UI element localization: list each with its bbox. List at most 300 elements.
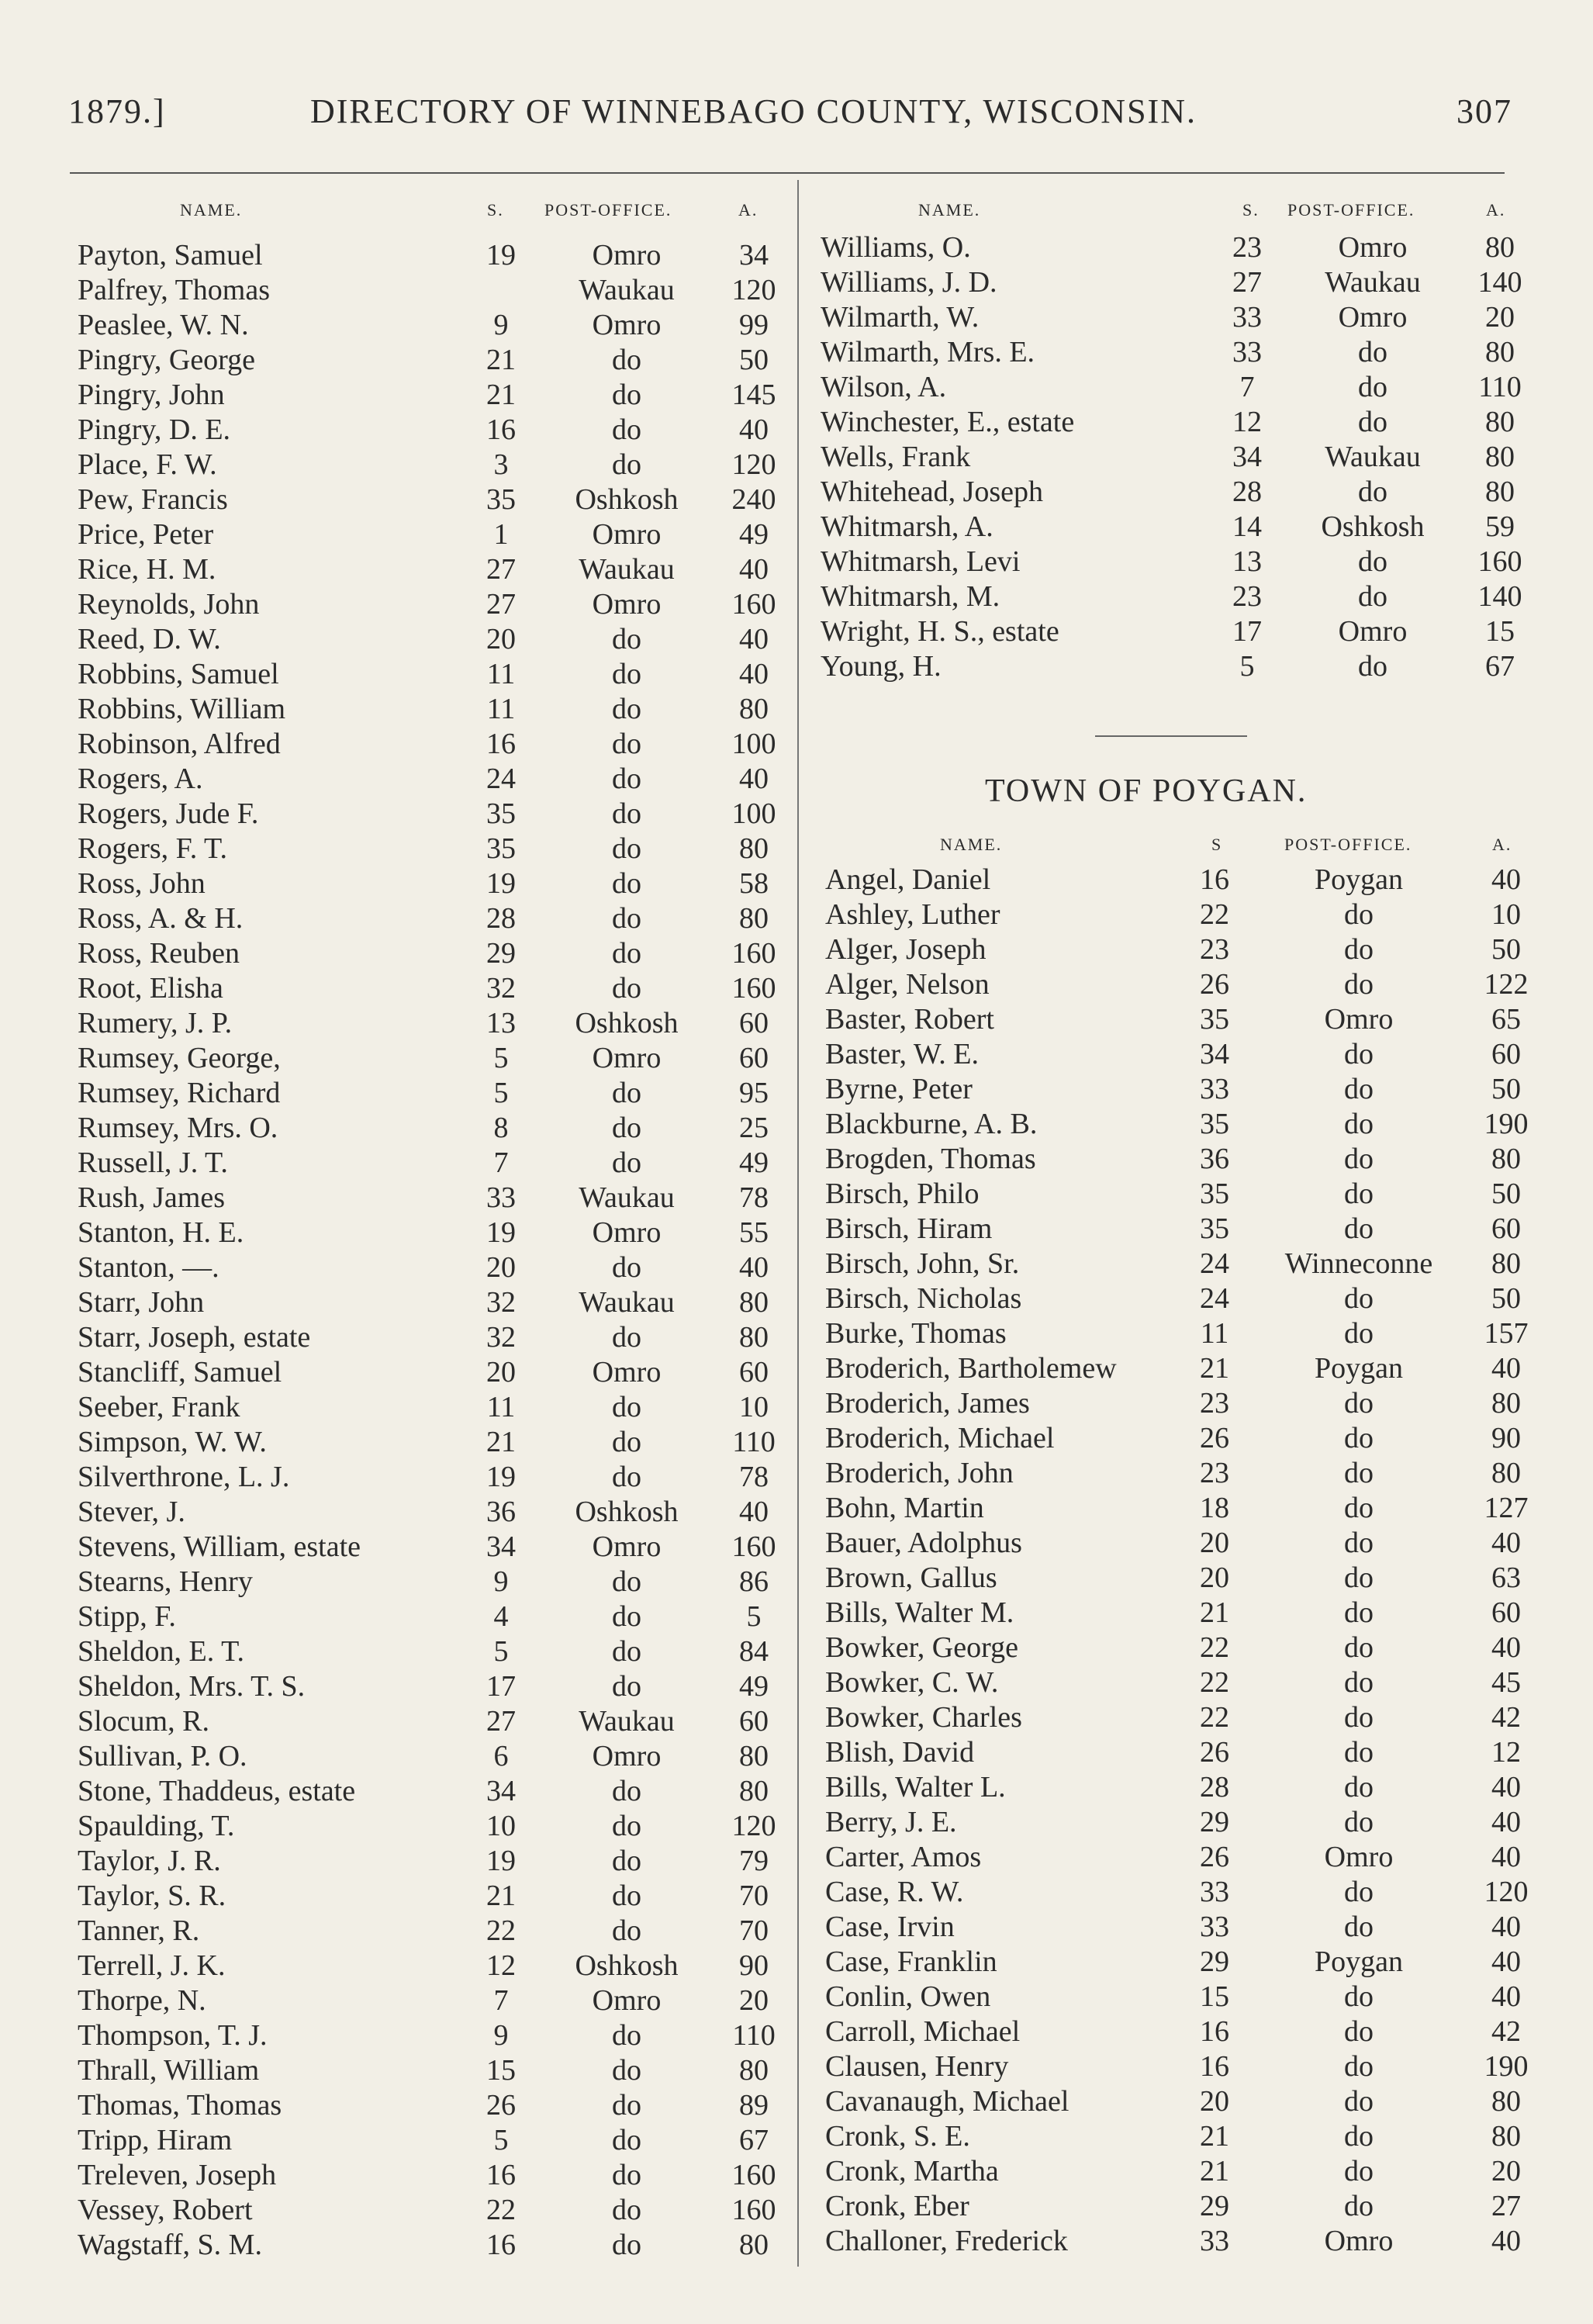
- entry-name: Whitmarsh, A.: [821, 510, 993, 543]
- entry-name: Byrne, Peter: [825, 1073, 973, 1105]
- entry-post-office: do: [1344, 1457, 1374, 1489]
- entry-post-office: Waukau: [579, 1286, 675, 1319]
- entry-acres: 10: [739, 1391, 769, 1423]
- right-post-office-header: POST-OFFICE.: [1287, 200, 1415, 220]
- list-item: [0, 230, 1593, 265]
- entry-section: 19: [486, 1845, 516, 1877]
- list-item: [0, 762, 791, 797]
- entry-acres: 67: [739, 2124, 769, 2156]
- entry-name: Stanton, —.: [78, 1251, 219, 1284]
- entry-name: Sheldon, E. T.: [78, 1635, 244, 1668]
- entry-acres: 60: [1491, 1596, 1521, 1629]
- entry-section: 19: [486, 239, 516, 271]
- entry-section: 13: [1232, 545, 1262, 578]
- entry-acres: 80: [739, 2229, 769, 2261]
- entry-section: 34: [1232, 441, 1262, 473]
- right-a-header: A.: [1486, 200, 1506, 220]
- poygan-a-header: A.: [1492, 835, 1512, 854]
- entry-acres: 40: [739, 1251, 769, 1284]
- entry-post-office: do: [1344, 1701, 1374, 1734]
- list-item: [0, 1980, 1593, 2014]
- entry-post-office: do: [1344, 1527, 1374, 1559]
- entry-acres: 40: [1491, 1527, 1521, 1559]
- entry-name: Wilson, A.: [821, 371, 947, 403]
- entry-acres: 34: [739, 239, 769, 271]
- list-item: [0, 1212, 1593, 1247]
- entry-acres: 60: [739, 1007, 769, 1039]
- entry-acres: 160: [1477, 545, 1522, 578]
- entry-name: Young, H.: [821, 650, 942, 683]
- entry-post-office: Omro: [592, 588, 662, 621]
- entry-acres: 78: [739, 1461, 769, 1493]
- entry-acres: 120: [731, 274, 776, 306]
- poygan-s-header: S: [1211, 835, 1223, 854]
- list-item: [0, 1421, 1593, 1456]
- entry-post-office: do: [1344, 898, 1374, 931]
- entry-post-office: Omro: [1338, 231, 1408, 264]
- entry-acres: 49: [739, 518, 769, 551]
- entry-name: Blish, David: [825, 1736, 975, 1769]
- entry-name: Price, Peter: [78, 518, 214, 551]
- entry-name: Angel, Daniel: [825, 863, 991, 896]
- entry-post-office: Omro: [592, 1042, 662, 1074]
- entry-name: Taylor, S. R.: [78, 1880, 226, 1912]
- entry-acres: 160: [731, 937, 776, 970]
- list-item: [0, 1945, 1593, 1980]
- left-post-office-header: POST-OFFICE.: [544, 200, 672, 220]
- entry-post-office: do: [1358, 650, 1387, 683]
- entry-section: 32: [486, 1286, 516, 1319]
- entry-acres: 95: [739, 1077, 769, 1109]
- entry-section: 33: [486, 1181, 516, 1214]
- entry-name: Bowker, George: [825, 1631, 1018, 1664]
- entry-acres: 58: [739, 867, 769, 900]
- entry-name: Rogers, Jude F.: [78, 797, 259, 830]
- entry-section: 21: [486, 1426, 516, 1458]
- list-item: [0, 1805, 1593, 1840]
- entry-section: 29: [486, 937, 516, 970]
- entry-name: Whitmarsh, M.: [821, 580, 1000, 613]
- entry-post-office: do: [1344, 1422, 1374, 1454]
- entry-name: Place, F. W.: [78, 448, 217, 481]
- list-item: [0, 1142, 1593, 1177]
- entry-post-office: Omro: [592, 518, 662, 551]
- entry-post-office: do: [612, 658, 641, 690]
- list-item: [0, 1840, 1593, 1875]
- left-name-header: NAME.: [180, 200, 243, 220]
- entry-acres: 160: [731, 2194, 776, 2226]
- list-item: [0, 1177, 1593, 1212]
- entry-post-office: do: [1344, 1108, 1374, 1140]
- entry-post-office: do: [1358, 336, 1387, 368]
- entry-name: Russell, J. T.: [78, 1146, 228, 1179]
- entry-name: Burke, Thomas: [825, 1317, 1007, 1350]
- entry-section: 21: [1200, 1596, 1229, 1629]
- entry-section: 36: [1200, 1143, 1229, 1175]
- entry-post-office: do: [1344, 1143, 1374, 1175]
- entry-name: Vessey, Robert: [78, 2194, 253, 2226]
- entry-name: Taylor, J. R.: [78, 1845, 221, 1877]
- entry-name: Ashley, Luther: [825, 898, 1000, 931]
- entry-section: 33: [1200, 1073, 1229, 1105]
- entry-section: 15: [1200, 1980, 1229, 2013]
- entry-post-office: do: [1344, 2120, 1374, 2153]
- entry-section: 9: [493, 1565, 509, 1598]
- entry-section: 16: [486, 413, 516, 446]
- entry-name: Ross, A. & H.: [78, 902, 244, 935]
- entry-post-office: Omro: [592, 1740, 662, 1772]
- entry-section: 27: [1232, 266, 1262, 299]
- entry-post-office: do: [1344, 933, 1374, 966]
- entry-section: 35: [1200, 1108, 1229, 1140]
- entry-name: Wilmarth, Mrs. E.: [821, 336, 1035, 368]
- entry-section: 34: [486, 1530, 516, 1563]
- entry-post-office: Omro: [1324, 2225, 1394, 2257]
- entry-section: 21: [486, 379, 516, 411]
- list-item: [0, 1665, 1593, 1700]
- entry-section: 22: [1200, 1701, 1229, 1734]
- entry-section: 27: [486, 1705, 516, 1738]
- entry-name: Wilmarth, W.: [821, 301, 980, 334]
- entry-acres: 40: [739, 763, 769, 795]
- entry-section: 24: [486, 763, 516, 795]
- entry-acres: 40: [1491, 1980, 1521, 2013]
- entry-acres: 40: [1491, 863, 1521, 896]
- entry-name: Robinson, Alfred: [78, 728, 281, 760]
- right-s-header: S.: [1242, 200, 1260, 220]
- entry-name: Pingry, John: [78, 379, 225, 411]
- entry-acres: 110: [1478, 371, 1522, 403]
- entry-acres: 60: [1491, 1038, 1521, 1070]
- entry-name: Whitehead, Joseph: [821, 476, 1044, 508]
- entry-acres: 120: [731, 1810, 776, 1842]
- entry-acres: 63: [1491, 1561, 1521, 1594]
- entry-section: 24: [1200, 1247, 1229, 1280]
- entry-post-office: do: [612, 728, 641, 760]
- list-item: [0, 863, 1593, 897]
- entry-post-office: do: [1344, 1771, 1374, 1804]
- entry-name: Broderich, Michael: [825, 1422, 1055, 1454]
- entry-post-office: do: [1344, 1073, 1374, 1105]
- entry-post-office: Waukau: [1325, 441, 1421, 473]
- entry-section: 33: [1232, 336, 1262, 368]
- entry-acres: 80: [1485, 231, 1515, 264]
- entry-name: Case, Irvin: [825, 1911, 955, 1943]
- entry-acres: 145: [731, 379, 776, 411]
- entry-name: Wagstaff, S. M.: [78, 2229, 262, 2261]
- entry-post-office: do: [612, 1600, 641, 1633]
- entry-name: Bills, Walter M.: [825, 1596, 1014, 1629]
- list-item: [0, 1596, 1593, 1631]
- entry-post-office: do: [1344, 1736, 1374, 1769]
- entry-acres: 59: [1485, 510, 1515, 543]
- entry-post-office: Waukau: [579, 1181, 675, 1214]
- entry-post-office: Winneconne: [1284, 1247, 1433, 1280]
- entry-acres: 40: [739, 1496, 769, 1528]
- entry-section: 24: [1200, 1282, 1229, 1315]
- entry-section: 35: [486, 797, 516, 830]
- entry-acres: 80: [1491, 2085, 1521, 2118]
- entry-name: Baster, Robert: [825, 1003, 994, 1036]
- entry-post-office: do: [612, 1077, 641, 1109]
- entry-post-office: do: [1344, 1387, 1374, 1420]
- entry-post-office: Omro: [592, 309, 662, 341]
- entry-name: Thorpe, N.: [78, 1984, 206, 2017]
- entry-section: 5: [493, 1077, 509, 1109]
- entry-acres: 100: [731, 728, 776, 760]
- entry-post-office: do: [1344, 2155, 1374, 2187]
- entry-section: 23: [1232, 231, 1262, 264]
- entry-acres: 20: [739, 1984, 769, 2017]
- list-item: [0, 692, 791, 727]
- entry-post-office: do: [1344, 1911, 1374, 1943]
- entry-acres: 40: [739, 413, 769, 446]
- entry-acres: 60: [739, 1705, 769, 1738]
- list-item: [0, 510, 1593, 545]
- entry-section: 32: [486, 1321, 516, 1354]
- entry-section: 21: [1200, 2120, 1229, 2153]
- list-item: [0, 1247, 1593, 1281]
- entry-acres: 122: [1484, 968, 1529, 1001]
- entry-acres: 160: [731, 1530, 776, 1563]
- entry-section: 34: [1200, 1038, 1229, 1070]
- entry-section: 20: [1200, 1561, 1229, 1594]
- entry-acres: 50: [739, 344, 769, 376]
- entry-name: Root, Elisha: [78, 972, 223, 1005]
- entry-section: 34: [486, 1775, 516, 1807]
- entry-section: 28: [1200, 1771, 1229, 1804]
- entry-name: Sullivan, P. O.: [78, 1740, 247, 1772]
- entry-acres: 10: [1491, 898, 1521, 931]
- entry-acres: 80: [1491, 1387, 1521, 1420]
- list-item: [0, 545, 1593, 579]
- entry-name: Carter, Amos: [825, 1841, 982, 1873]
- list-item: [0, 1456, 1593, 1491]
- entry-post-office: do: [1344, 968, 1374, 1001]
- entry-section: 21: [486, 344, 516, 376]
- entry-post-office: do: [612, 1635, 641, 1668]
- entry-post-office: do: [612, 413, 641, 446]
- list-item: [0, 797, 791, 832]
- entry-section: 26: [1200, 1422, 1229, 1454]
- list-item: [0, 265, 1593, 300]
- entry-name: Rumsey, George,: [78, 1042, 281, 1074]
- entry-post-office: do: [1344, 1631, 1374, 1664]
- entry-section: 29: [1200, 1945, 1229, 1978]
- list-item: [0, 370, 1593, 405]
- entry-post-office: Omro: [592, 1216, 662, 1249]
- list-item: [0, 1910, 1593, 1945]
- entry-acres: 80: [1485, 476, 1515, 508]
- entry-section: 23: [1232, 580, 1262, 613]
- entry-post-office: do: [612, 2019, 641, 2052]
- list-item: [0, 1281, 1593, 1316]
- entry-section: 5: [493, 2124, 509, 2156]
- list-item: [0, 440, 1593, 475]
- entry-post-office: do: [1344, 1492, 1374, 1524]
- entry-name: Conlin, Owen: [825, 1980, 991, 2013]
- entry-section: 3: [493, 448, 509, 481]
- entry-acres: 140: [1477, 266, 1522, 299]
- entry-post-office: do: [612, 937, 641, 970]
- list-item: [0, 2119, 1593, 2154]
- entry-post-office: do: [612, 2194, 641, 2226]
- entry-post-office: do: [612, 867, 641, 900]
- entry-post-office: do: [1344, 1038, 1374, 1070]
- entry-section: 36: [486, 1496, 516, 1528]
- entry-post-office: do: [1344, 2190, 1374, 2222]
- entry-name: Winchester, E., estate: [821, 406, 1075, 438]
- entry-acres: 40: [1491, 1631, 1521, 1664]
- entry-post-office: do: [1358, 476, 1387, 508]
- entry-name: Wright, H. S., estate: [821, 615, 1059, 648]
- entry-name: Challoner, Frederick: [825, 2225, 1068, 2257]
- entry-name: Reynolds, John: [78, 588, 260, 621]
- entry-post-office: do: [612, 1112, 641, 1144]
- list-item: [0, 1351, 1593, 1386]
- entry-post-office: do: [1358, 406, 1387, 438]
- entry-name: Brown, Gallus: [825, 1561, 997, 1594]
- entry-post-office: do: [1344, 2085, 1374, 2118]
- entry-section: 26: [1200, 1841, 1229, 1873]
- entry-name: Birsch, John, Sr.: [825, 1247, 1020, 1280]
- entry-section: 17: [486, 1670, 516, 1703]
- entry-section: 11: [486, 1391, 516, 1423]
- entry-post-office: do: [612, 1810, 641, 1842]
- entry-acres: 65: [1491, 1003, 1521, 1036]
- entry-name: Brogden, Thomas: [825, 1143, 1036, 1175]
- entry-name: Blackburne, A. B.: [825, 1108, 1038, 1140]
- entry-acres: 160: [731, 972, 776, 1005]
- entry-acres: 40: [739, 623, 769, 655]
- left-a-header: A.: [738, 200, 758, 220]
- entry-post-office: do: [1344, 2050, 1374, 2083]
- entry-name: Reed, D. W.: [78, 623, 221, 655]
- entry-name: Cronk, S. E.: [825, 2120, 970, 2153]
- entry-post-office: do: [612, 1321, 641, 1354]
- entry-name: Bauer, Adolphus: [825, 1527, 1022, 1559]
- entry-name: Treleven, Joseph: [78, 2159, 277, 2191]
- entry-acres: 40: [739, 553, 769, 586]
- entry-name: Tripp, Hiram: [78, 2124, 233, 2156]
- entry-name: Bills, Walter L.: [825, 1771, 1006, 1804]
- list-item: [0, 335, 1593, 370]
- entry-section: 22: [1200, 1666, 1229, 1699]
- entry-section: 20: [1200, 2085, 1229, 2118]
- entry-post-office: do: [1344, 1596, 1374, 1629]
- entry-section: 11: [486, 693, 516, 725]
- entry-post-office: do: [612, 1775, 641, 1807]
- entry-post-office: do: [612, 1880, 641, 1912]
- entry-acres: 80: [1491, 1457, 1521, 1489]
- entry-post-office: Waukau: [1325, 266, 1421, 299]
- entry-name: Silverthrone, L. J.: [78, 1461, 290, 1493]
- list-item: [0, 649, 1593, 684]
- entry-post-office: do: [1344, 1980, 1374, 2013]
- entry-acres: 40: [1491, 1945, 1521, 1978]
- entry-acres: 140: [1477, 580, 1522, 613]
- list-item: [0, 832, 791, 866]
- entry-name: Carroll, Michael: [825, 2015, 1021, 2048]
- entry-acres: 80: [1485, 441, 1515, 473]
- entry-name: Berry, J. E.: [825, 1806, 957, 1838]
- entry-acres: 190: [1484, 1108, 1529, 1140]
- entry-post-office: Omro: [592, 1530, 662, 1563]
- entry-section: 16: [486, 728, 516, 760]
- list-item: [0, 1037, 1593, 1072]
- entry-post-office: do: [612, 1565, 641, 1598]
- list-item: [0, 405, 1593, 440]
- entry-name: Robbins, Samuel: [78, 658, 279, 690]
- entry-name: Rogers, A.: [78, 763, 203, 795]
- entry-acres: 40: [1491, 1841, 1521, 1873]
- entry-name: Rumery, J. P.: [78, 1007, 233, 1039]
- entry-acres: 25: [739, 1112, 769, 1144]
- entry-section: 22: [486, 1914, 516, 1947]
- entry-section: 35: [1200, 1212, 1229, 1245]
- entry-post-office: Poygan: [1315, 1945, 1403, 1978]
- list-item: [0, 579, 1593, 614]
- entry-section: 27: [486, 588, 516, 621]
- entry-name: Stancliff, Samuel: [78, 1356, 282, 1389]
- town-title: TOWN OF POYGAN.: [985, 773, 1308, 809]
- entry-acres: 42: [1491, 1701, 1521, 1734]
- entry-name: Simpson, W. W.: [78, 1426, 267, 1458]
- entry-acres: 50: [1491, 1178, 1521, 1210]
- entry-acres: 40: [1491, 2225, 1521, 2257]
- entry-acres: 110: [732, 2019, 776, 2052]
- entry-name: Broderich, James: [825, 1387, 1030, 1420]
- entry-acres: 80: [739, 1321, 769, 1354]
- entry-section: 4: [493, 1600, 509, 1633]
- entry-acres: 80: [739, 1740, 769, 1772]
- page-year: 1879.]: [68, 92, 166, 130]
- entry-section: 20: [486, 1251, 516, 1284]
- entry-acres: 80: [1485, 406, 1515, 438]
- entry-name: Case, R. W.: [825, 1876, 964, 1908]
- list-item: [0, 1700, 1593, 1735]
- entry-name: Terrell, J. K.: [78, 1949, 226, 1982]
- entry-section: 7: [1239, 371, 1255, 403]
- entry-post-office: do: [612, 972, 641, 1005]
- entry-name: Bowker, C. W.: [825, 1666, 999, 1699]
- entry-acres: 20: [1485, 301, 1515, 334]
- entry-post-office: Oshkosh: [1321, 510, 1425, 543]
- entry-post-office: do: [612, 797, 641, 830]
- entry-name: Alger, Joseph: [825, 933, 987, 966]
- entry-acres: 120: [1484, 1876, 1529, 1908]
- list-item: [0, 1561, 1593, 1596]
- entry-acres: 40: [1491, 1352, 1521, 1385]
- entry-name: Birsch, Hiram: [825, 1212, 993, 1245]
- entry-acres: 55: [739, 1216, 769, 1249]
- entry-name: Starr, Joseph, estate: [78, 1321, 311, 1354]
- list-item: [0, 1631, 1593, 1665]
- entry-acres: 20: [1491, 2155, 1521, 2187]
- entry-name: Spaulding, T.: [78, 1810, 235, 1842]
- entry-acres: 86: [739, 1565, 769, 1598]
- entry-acres: 240: [731, 483, 776, 516]
- entry-section: 21: [1200, 1352, 1229, 1385]
- entry-name: Rice, H. M.: [78, 553, 216, 586]
- entry-name: Robbins, William: [78, 693, 286, 725]
- entry-post-office: Omro: [1324, 1003, 1394, 1036]
- entry-acres: 70: [739, 1880, 769, 1912]
- entry-section: 28: [1232, 476, 1262, 508]
- entry-acres: 127: [1484, 1492, 1529, 1524]
- entry-post-office: do: [612, 1426, 641, 1458]
- list-item: [0, 300, 1593, 335]
